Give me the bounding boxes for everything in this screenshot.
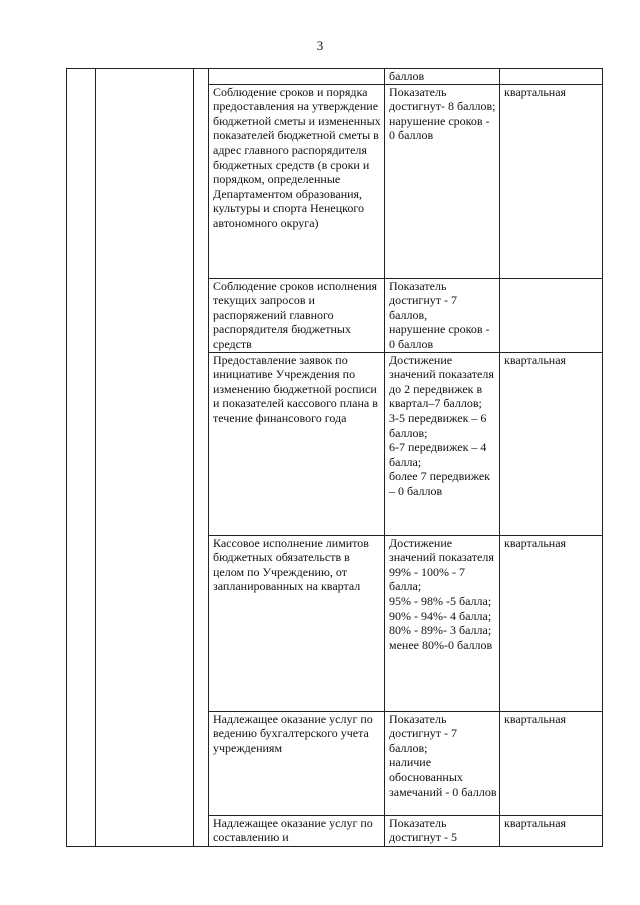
criterion-cell: Соблюдение сроков исполнения текущих запросов и распоряжений главного распорядителя бюджетных средств — [209, 278, 385, 352]
period-cell: квартальная — [500, 815, 603, 846]
table-row — [67, 69, 603, 85]
criterion-cell: Кассовое исполнение лимитов бюджетных обязательств в целом по Учреждению, от запланированных на квартал — [209, 535, 385, 711]
left-column-cell — [96, 69, 194, 847]
period-cell: квартальная — [500, 535, 603, 711]
scoring-cell: Показатель достигнут- 8 баллов; нарушение сроков - 0 баллов — [385, 84, 500, 278]
period-cell — [500, 278, 603, 352]
left-column-cell — [67, 69, 96, 847]
left-column-cell — [194, 69, 209, 847]
criterion-cell: Соблюдение сроков и порядка предоставления на утверждение бюджетной сметы и измененных показателей бюджетной сметы в адрес главного распорядителя бюджетных средств (в сроки и порядком, определенные Департаментом образования, культуры и спорта Ненецкого автономного округа) — [209, 84, 385, 278]
period-cell: квартальная — [500, 352, 603, 535]
period-cell — [500, 69, 603, 85]
scoring-cell: Показатель достигнут - 7 баллов; наличие обоснованных замечаний - 0 баллов — [385, 711, 500, 815]
criterion-cell: Надлежащее оказание услуг по составлению и — [209, 815, 385, 846]
period-cell: квартальная — [500, 711, 603, 815]
criterion-cell — [209, 69, 385, 85]
scoring-cell: Показатель достигнут - 5 — [385, 815, 500, 846]
criteria-table — [66, 68, 603, 847]
criterion-cell: Предоставление заявок по инициативе Учреждения по изменению бюджетной росписи и показателей кассового плана в течение финансового года — [209, 352, 385, 535]
scoring-cell: Достижение значений показателя 99% - 100% - 7 балла; 95% - 98% -5 балла; 90% - 94%- 4 балла; 80% - 89%- 3 балла; менее 80%-0 баллов — [385, 535, 500, 711]
scoring-cell: Достижение значений показателя до 2 передвижек в квартал–7 баллов; 3-5 передвижек – 6 баллов; 6-7 передвижек – 4 балла; более 7 передвижек – 0 баллов — [385, 352, 500, 535]
scoring-cell: баллов — [385, 69, 500, 85]
page-number: 3 — [316, 38, 324, 53]
scoring-cell: Показатель достигнут - 7 баллов, нарушение сроков - 0 баллов — [385, 278, 500, 352]
criterion-cell: Надлежащее оказание услуг по ведению бухгалтерского учета учреждениям — [209, 711, 385, 815]
period-cell: квартальная — [500, 84, 603, 278]
